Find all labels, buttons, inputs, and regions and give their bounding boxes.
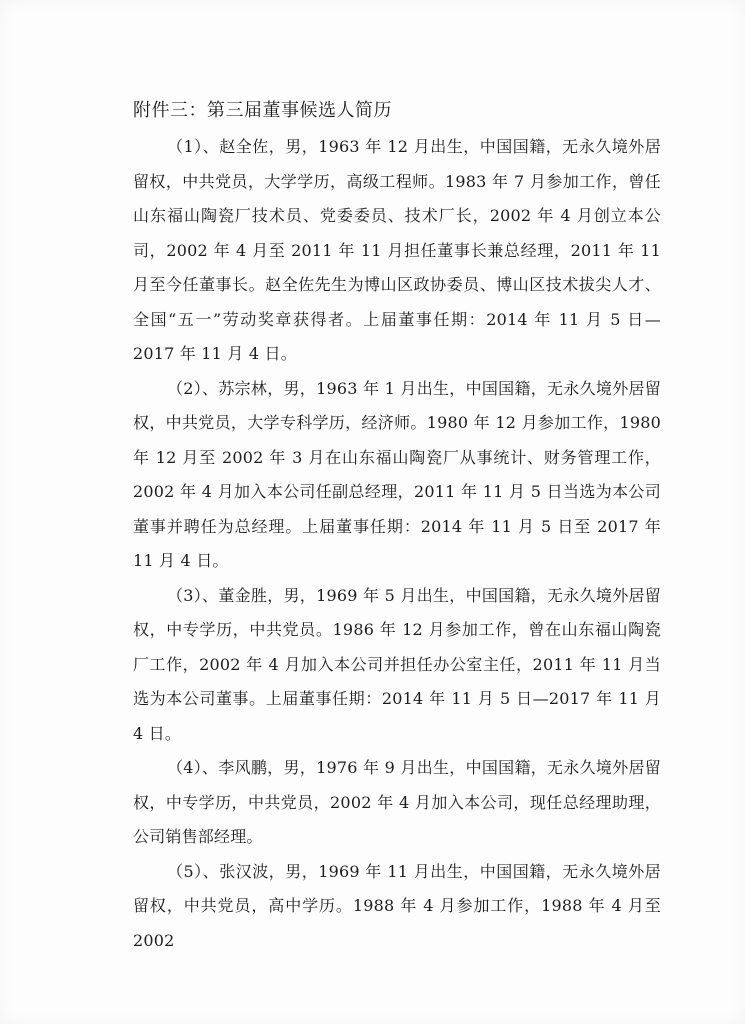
attachment-heading: 附件三：第三届董事候选人简历 [133, 100, 392, 121]
candidate-2-bio: （2）、苏宗林，男，1963 年 1 月出生，中国国籍，无永久境外居留权，中共党员，大学专科学历，经济师。1980 年 12 月参加工作，1980 年 12 月至 2002 年 3 月在山东福山陶瓷厂从事统计、财务管理工作，2002 年 4 月加入本公司任副总经理，2011 年 11 月 5 日当选为本公司董事并聘任为总经理。上届董事任期：2014 年 11 月 5 日至 2017 年 11 月 4 日。 [133, 378, 661, 570]
candidate-3-bio: （3）、董金胜，男，1969 年 5 月出生，中国国籍，无永久境外居留权，中专学历，中共党员。1986 年 12 月参加工作，曾在山东福山陶瓷厂工作，2002 年 4 月加入本公司并担任办公室主任，2011 年 11 月当选为本公司董事。上届董事任期：2014 年 11 月 5 日—2017 年 11 月 4 日。 [133, 585, 661, 743]
candidate-5-bio: （5）、张汉波，男，1969 年 11 月出生，中国国籍，无永久境外居留权，中共党员，高中学历。1988 年 4 月参加工作，1988 年 4 月至 2002 [133, 861, 661, 950]
candidate-1-bio: （1）、赵全佐，男，1963 年 12 月出生，中国国籍，无永久境外居留权，中共党员，大学学历，高级工程师。1983 年 7 月参加工作，曾任山东福山陶瓷厂技术员、党委委员、技术厂长，2002 年 4 月创立本公司，2002 年 4 月至 2011 年 11 月担任董事长兼总经理，2011 年 11 月至今任董事长。赵全佐先生为博山区政协委员、博山区技术拔尖人才、全国“五一”劳动奖章获得者。上届董事任期：2014 年 11 月 5 日—2017 年 11 月 4 日。 [133, 137, 661, 363]
document-body [133, 96, 661, 958]
candidate-4-bio: （4）、李风鹏，男，1976 年 9 月出生，中国国籍，无永久境外居留权，中专学历，中共党员，2002 年 4 月加入本公司，现任总经理助理，公司销售部经理。 [133, 758, 661, 846]
